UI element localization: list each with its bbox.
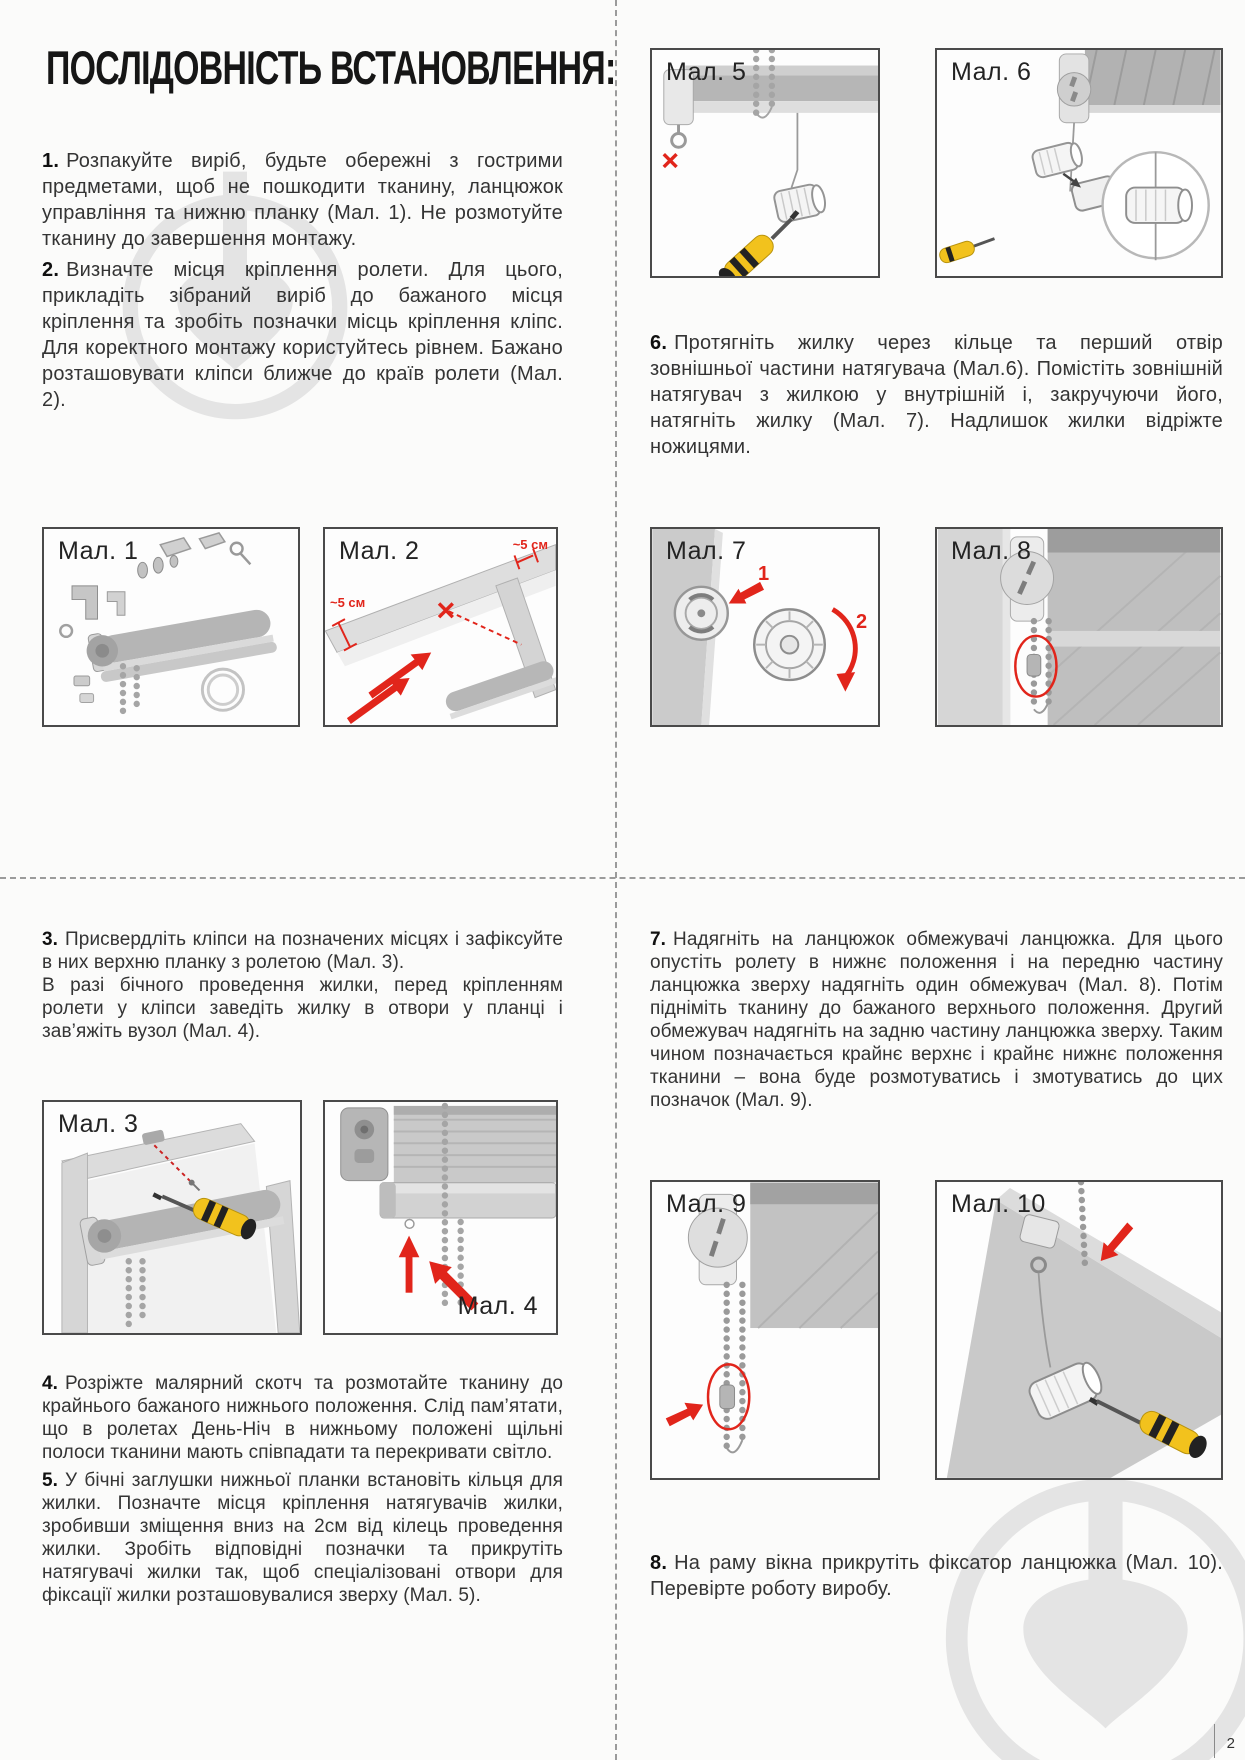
step-4-number: 4. xyxy=(42,1373,59,1394)
step-8-text: На раму вікна прикрутіть фіксатор ланцюжка (Мал. 10). Перевірте роботу виробу. xyxy=(650,1552,1223,1600)
figure-1 xyxy=(42,527,300,727)
fabric xyxy=(750,1183,878,1328)
steps-block-7 xyxy=(650,928,1223,1117)
screwdriver-icon xyxy=(938,239,995,265)
step-8-number: 8. xyxy=(650,1552,668,1574)
roller xyxy=(443,659,556,720)
red-x-mark xyxy=(664,154,677,167)
figure-3-label: Мал. 3 xyxy=(58,1110,139,1138)
detail-inset xyxy=(1103,152,1209,260)
figure-9-label: Мал. 9 xyxy=(666,1190,747,1218)
step-4-text: Розріжте малярний скотч та розмотайте тканину до крайнього бажаного нижнього положення. Слід пам’ятати, що в ролетах День-Ніч в нижньому положені щільні полоси тканини мають співпадати та перекривати світло. xyxy=(42,1373,563,1463)
horizontal-cut-line xyxy=(0,877,1245,879)
fig2-dimension-label-left: ~5 см xyxy=(330,595,366,610)
figure-9-illustration xyxy=(652,1182,878,1478)
figure-9 xyxy=(650,1180,880,1480)
step-1-number: 1. xyxy=(42,150,60,172)
figure-10-illustration xyxy=(937,1182,1221,1478)
tensioner-ring xyxy=(754,609,825,680)
bead-chain xyxy=(1081,1182,1085,1265)
step-2-number: 2. xyxy=(42,259,60,281)
tensioner xyxy=(773,182,828,223)
end-bracket xyxy=(341,1108,388,1181)
eyelet xyxy=(672,134,686,148)
figure-2 xyxy=(323,527,558,727)
page-title: ПОСЛІДОВНІСТЬ ВСТАНОВЛЕННЯ: xyxy=(46,41,616,94)
figure-8 xyxy=(935,527,1223,727)
step-3 xyxy=(42,928,563,974)
step-7-text: Надягніть на ланцюжок обмежувачі ланцюжка. Для цього опустіть ролету в нижнє положення і на передню частину ланцюжка зверху надягніть один обмежувач (Мал. 8). Потім підніміть тканину до бажаного верхнього положення. Другий обмежувач надягніть на задню частину ланцюжка зверху. Таким чином позначається крайнє верхнє і крайнє нижнє положення тканини – вона буде розмотуватись і змотуватись до цих позначок (Мал. 9). xyxy=(650,929,1223,1111)
step-8 xyxy=(650,1550,1223,1602)
step-6 xyxy=(650,330,1223,460)
clip-brackets xyxy=(160,533,225,557)
tensioner-outer xyxy=(1031,140,1084,178)
line-hole xyxy=(405,1219,414,1228)
spring-parts xyxy=(138,555,178,578)
step-6-number: 6. xyxy=(650,332,668,354)
step-5 xyxy=(42,1469,563,1607)
step-3-text: Присвердліть кліпси на позначених місцях і зафіксуйте в них верхню планку з ролетою (Мал. 3). xyxy=(42,929,563,973)
roller-assembly xyxy=(84,603,278,684)
figure-3 xyxy=(42,1100,302,1335)
steps-block-4-5 xyxy=(42,1372,563,1612)
step-7-number: 7. xyxy=(650,929,667,950)
steps-block-6 xyxy=(650,330,1223,465)
figure-8-label: Мал. 8 xyxy=(951,537,1032,565)
steps-block-3 xyxy=(42,928,563,1048)
figure-5 xyxy=(650,48,880,278)
step-4 xyxy=(42,1372,563,1464)
page-number: 2 xyxy=(1226,1735,1235,1752)
red-arrow xyxy=(666,1403,703,1427)
step-1 xyxy=(42,148,563,252)
red-arrow xyxy=(1101,1223,1134,1261)
fig7-step1-number: 1 xyxy=(758,563,770,585)
figure-5-label: Мал. 5 xyxy=(666,58,747,86)
step-2-text: Визначте місця кріплення ролети. Для цього, прикладіть зібраний виріб до бажаного місця кріплення та зробіть позначки місць кріплення кліпс. Для коректного монтажу користуйтесь рівнем. Бажано розташовувати кліпси ближче до країв ролети (Мал. 2). xyxy=(42,259,563,411)
figure-10-label: Мал. 10 xyxy=(951,1190,1046,1218)
figure-7-label: Мал. 7 xyxy=(666,537,747,565)
figure-6 xyxy=(935,48,1223,278)
vertical-cut-line xyxy=(615,0,617,1760)
red-arrows xyxy=(347,652,431,724)
mount-bracket xyxy=(72,586,97,619)
step-2 xyxy=(42,257,563,413)
figure-1-label: Мал. 1 xyxy=(58,537,139,565)
figure-10 xyxy=(935,1180,1223,1480)
chain-limiter xyxy=(1027,654,1041,676)
step-7 xyxy=(650,928,1223,1112)
screw-eye xyxy=(231,543,251,565)
steps-block-8 xyxy=(650,1550,1223,1607)
figure-4 xyxy=(323,1100,558,1335)
fishing-line xyxy=(792,113,798,188)
step-1-text: Розпакуйте виріб, будьте обережні з гострими предметами, щоб не пошкодити тканину, ланцюжок управління та нижню планку (Мал. 1). Не розмотуйте тканину до завершення монтажу. xyxy=(42,150,563,250)
step-3-number: 3. xyxy=(42,929,59,950)
fig2-dimension-label-top: ~5 см xyxy=(512,537,548,552)
red-rotate-arrow-2 xyxy=(833,609,856,678)
fabric xyxy=(1048,529,1220,725)
roller-corner xyxy=(1085,50,1221,105)
tensioner-on-wall xyxy=(675,587,728,640)
step-3-continued: В разі бічного проведення жилки, перед кріпленням ролети у кліпси заведіть жилку в отвори у планці і зав’яжіть вузол (Мал. 4). xyxy=(42,975,563,1042)
page-number-divider xyxy=(1214,1724,1215,1758)
figure-4-label: Мал. 4 xyxy=(457,1292,538,1320)
figure-6-label: Мал. 6 xyxy=(951,58,1032,86)
step-5-text: У бічні заглушки нижньої планки встановіть кільця для жилки. Позначте місця кріплення натягувачів жилки, зробивши зміщення вниз на 2см від кілець проведення жилки. Зробіть відповідні позначки та прикрутіть натягувачі жилки так, щоб спеціалізовані отвори для фіксації жилки розташовувалися зверху (Мал. 5). xyxy=(42,1470,563,1606)
step-5-number: 5. xyxy=(42,1470,59,1491)
figure-7 xyxy=(650,527,880,727)
steps-block-1-2 xyxy=(42,148,563,418)
chain-limiter xyxy=(720,1385,735,1409)
step-6-text: Протягніть жилку через кільце та перший отвір зовнішньої частини натягувача (Мал.6). Помістіть зовнішній натягувач з жилкою у внутрішній і, закручуючи його, натягніть жилку (Мал. 7). Надлишок жилки відріжте ножицями. xyxy=(650,332,1223,458)
fig7-step2-number: 2 xyxy=(856,611,868,633)
figure-2-label: Мал. 2 xyxy=(339,537,420,565)
